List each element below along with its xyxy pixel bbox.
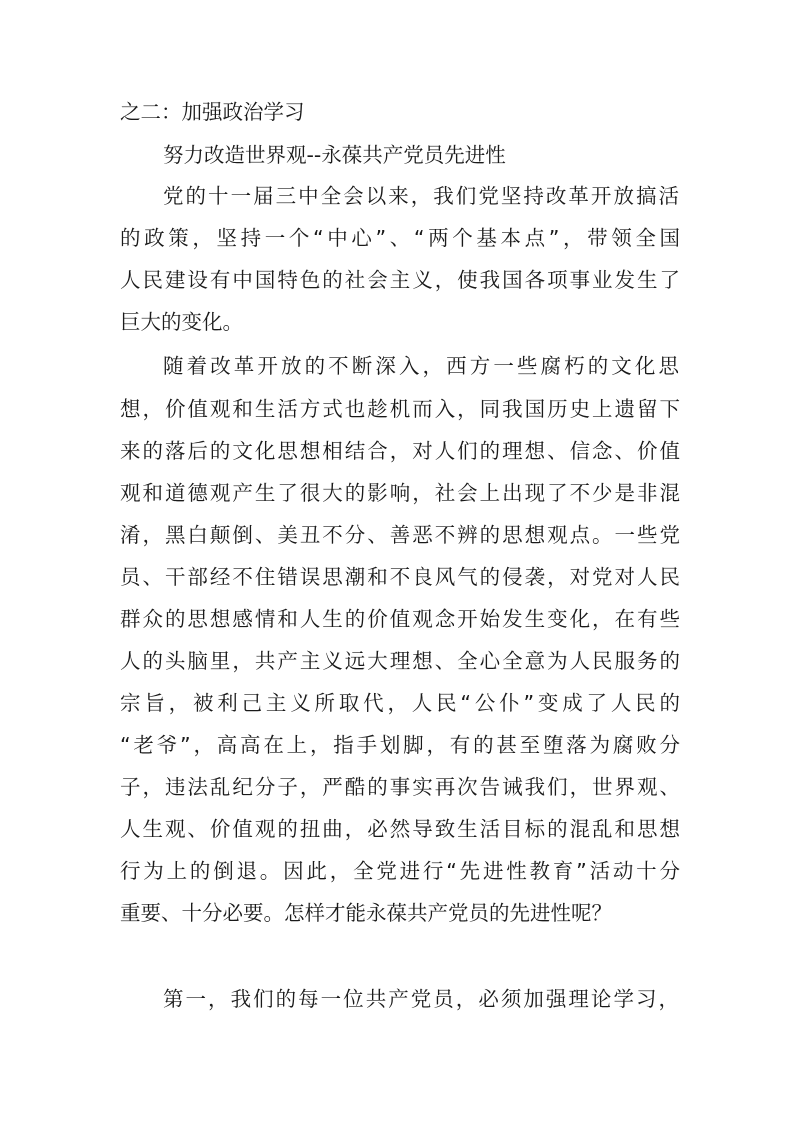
paragraph-line: 随着改革开放的不断深入，西方一些腐朽的文化思	[163, 354, 679, 378]
paragraph-line: 群众的思想感情和人生的价值观念开始发生变化，在有些	[120, 607, 680, 631]
paragraph-line: 党的十一届三中全会以来，我们党坚持改革开放搞活	[163, 184, 679, 208]
paragraph-line: 巨大的变化。	[120, 310, 243, 334]
paragraph-line: 重要、十分必要。怎样才能永葆共产党员的先进性呢？	[120, 901, 612, 925]
paragraph-line: 员、干部经不住错误思潮和不良风气的侵袭，对党对人民	[120, 565, 680, 589]
paragraph-line: 人生观、价值观的扭曲，必然导致生活目标的混乱和思想	[120, 817, 680, 841]
paragraph-line: 第一，我们的每一位共产党员，必须加强理论学习，	[163, 987, 679, 1011]
paragraph-line: 想，价值观和生活方式也趁机而入，同我国历史上遗留下	[120, 397, 680, 421]
paragraph-line: 行为上的倒退。因此，全党进行“先进性教育”活动十分	[120, 859, 680, 883]
paragraph-line: “老爷”，高高在上，指手划脚，有的甚至堕落为腐败分	[120, 733, 680, 757]
paragraph-line: 人民建设有中国特色的社会主义，使我国各项事业发生了	[120, 268, 680, 292]
paragraph-line: 的政策，坚持一个“中心”、“两个基本点”，带领全国	[120, 226, 680, 250]
document-subtitle: 努力改造世界观--永葆共产党员先进性	[163, 143, 506, 167]
paragraph-line: 观和道德观产生了很大的影响，社会上出现了不少是非混	[120, 481, 680, 505]
paragraph-line: 来的落后的文化思想相结合，对人们的理想、信念、价值	[120, 439, 680, 463]
paragraph-line: 淆，黑白颠倒、美丑不分、善恶不辨的思想观点。一些党	[120, 523, 680, 547]
paragraph-line: 宗旨，被利己主义所取代，人民“公仆”变成了人民的	[120, 691, 680, 715]
section-heading: 之二：加强政治学习	[120, 100, 305, 124]
paragraph-line: 子，违法乱纪分子，严酷的事实再次告诫我们，世界观、	[120, 775, 680, 799]
paragraph-line: 人的头脑里，共产主义远大理想、全心全意为人民服务的	[120, 649, 680, 673]
